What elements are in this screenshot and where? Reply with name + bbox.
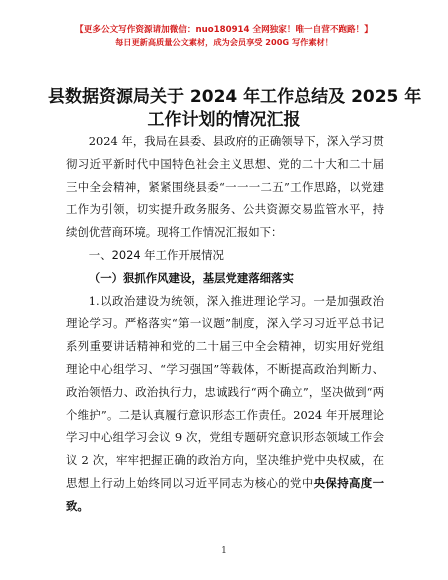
promo-banner-line-1: 【更多公文写作资源请加微信：nuo180914 全网独家！唯一自营不跑路！】 bbox=[75, 25, 373, 35]
item-paragraph bbox=[66, 290, 384, 518]
item-paragraph-text: 1.以政治建设为统领，深入推进理论学习。一是加强政治理论学习。严格落实“第一议题”制度，深入学习习近平总书记系列重要讲话精神和党的二十届三中全会精神，切实用好党组理论中心组学习、“学习强国”等载体，不断提高政治判断力、政治领悟力、政治执行力，忠诚践行“两个确立”，坚决做到“两个维护”。二是认真履行意识形态工作责任。2024 年开展理论学习中心组学习会议 9 次，党组专题研究意识形态领域工作会议 2 次，牢牢把握正确的政治方向，坚决维护党中央权威，在思想上行动上始终同以习近平同志为核心的党中 bbox=[66, 293, 384, 490]
promo-banner bbox=[0, 24, 448, 48]
document-body bbox=[66, 130, 384, 518]
page-number: 1 bbox=[221, 546, 227, 556]
document-title bbox=[48, 86, 422, 132]
intro-paragraph: 2024 年，我局在县委、县政府的正确领导下，深入学习贯彻习近平新时代中国特色社会主义思想、党的二十大和二十届三中全会精神，紧紧围绕县委“一一一二五”工作思路，以党建工作为引领，切实提升政务服务、公共资源交易监管水平，持续创优营商环境。现将工作情况汇报如下： bbox=[66, 134, 384, 240]
subsection-heading: （一）狠抓作风建设，基层党建落细落实 bbox=[88, 270, 294, 285]
document-title-line-1: 县数据资源局关于 2024 年工作总结及 2025 年 bbox=[48, 87, 422, 107]
section-heading: 一、2024 年工作开展情况 bbox=[88, 247, 224, 262]
promo-banner-line-2: 每日更新高质量公文素材，成为会员享受 200G 写作素材！ bbox=[115, 37, 333, 47]
document-title-line-2: 工作计划的情况汇报 bbox=[147, 110, 301, 130]
item-paragraph-tail: 央保持高度一致。 bbox=[66, 475, 384, 513]
